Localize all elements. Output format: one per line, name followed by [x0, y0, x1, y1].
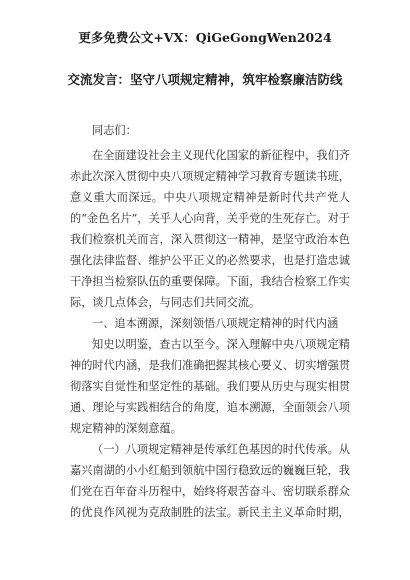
- section-heading-1: 一、追本溯源，深刻领悟八项规定精神的时代内涵: [92, 317, 339, 330]
- promo-header: 更多免费公文+VX：QiGeGongWen2024: [78, 30, 332, 45]
- paragraph-subsection-1: （一）八项规定精神是传承红色基因的时代传承。从嘉兴南湖的小小红船到领航中国行稳致远的巍巍巨轮，我们党在百年奋斗历程中，始终将艰苦奋斗、密切联系群众的优良作风视为克敌制胜的法宝。新民主主义革命时期，: [70, 443, 350, 519]
- document-body: [70, 120, 350, 523]
- paragraph-intro: 在全面建设社会主义现代化国家的新征程中，我们齐赤此次深入贯彻中央八项规定精神学习教育专题读书班，意义重大而深远。中央八项规定精神是新时代共产党人的“金色名片”，关乎人心向背，关乎党的生死存亡。对于我们检察机关而言，深入贯彻这一精神，是坚守政治本色强化法律监督、维护公平正义的必然要求，也是打造忠诚干净担当检察队伍的重要保障。下面，我结合检察工作实际，谈几点体会，与同志们共同交流。: [70, 149, 350, 309]
- greeting: 同志们：: [92, 124, 137, 137]
- paragraph-section-1: 知史以明鉴，查古以至今。深入理解中央八项规定精神的时代内涵，是我们准确把握其核心要义、切实增强贯彻落实自觉性和坚定性的基础。我们要从历史与现实相贯通、理论与实践相结合的角度，追本溯源，全面领会八项规定精神的深刻意蕴。: [70, 338, 350, 435]
- document-title: 交流发言：坚守八项规定精神，筑牢检察廉洁防线: [67, 72, 343, 87]
